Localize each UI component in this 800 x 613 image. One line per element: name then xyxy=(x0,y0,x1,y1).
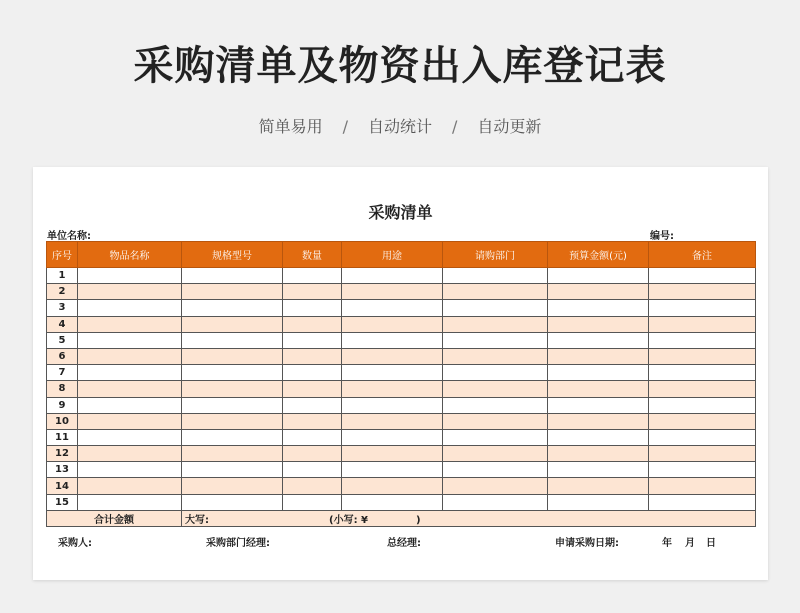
table-row xyxy=(47,413,756,429)
budget-cell[interactable] xyxy=(548,365,649,381)
remark-cell[interactable] xyxy=(649,494,756,510)
row-index: 4 xyxy=(47,316,78,332)
table-row xyxy=(47,348,756,364)
dept-cell[interactable] xyxy=(443,446,548,462)
spec-cell[interactable] xyxy=(182,332,283,348)
quantity-cell[interactable] xyxy=(283,300,342,316)
table-row xyxy=(47,300,756,316)
spec-cell[interactable] xyxy=(182,413,283,429)
budget-cell[interactable] xyxy=(548,446,649,462)
meta-row xyxy=(47,227,754,241)
tag-auto-stats: 自动统计 xyxy=(367,117,432,136)
general-manager-label: 总经理: xyxy=(387,538,421,549)
page-title: 采购清单及物资出入库登记表 xyxy=(133,43,667,89)
budget-cell[interactable] xyxy=(548,332,649,348)
tag-separator: / xyxy=(342,117,348,136)
budget-cell[interactable] xyxy=(548,429,649,445)
purchase-sheet xyxy=(33,167,768,580)
quantity-cell[interactable] xyxy=(283,413,342,429)
budget-cell[interactable] xyxy=(548,300,649,316)
dept-cell[interactable] xyxy=(443,300,548,316)
row-index: 12 xyxy=(47,446,78,462)
col-header-index: 序号 xyxy=(47,242,78,268)
dept-cell[interactable] xyxy=(443,462,548,478)
dept-cell[interactable] xyxy=(443,268,548,284)
table-header-row xyxy=(47,242,756,268)
spec-cell[interactable] xyxy=(182,494,283,510)
item-name-cell[interactable] xyxy=(78,397,182,413)
table-row xyxy=(47,332,756,348)
item-name-cell[interactable] xyxy=(78,316,182,332)
unit-name-label: 单位名称: xyxy=(47,231,91,242)
quantity-cell[interactable] xyxy=(283,429,342,445)
col-header-spec: 规格型号 xyxy=(182,242,283,268)
row-index: 9 xyxy=(47,397,78,413)
quantity-cell[interactable] xyxy=(283,284,342,300)
dept-cell[interactable] xyxy=(443,284,548,300)
dept-cell[interactable] xyxy=(443,348,548,364)
row-index: 2 xyxy=(47,284,78,300)
item-name-cell[interactable] xyxy=(78,348,182,364)
purpose-cell[interactable] xyxy=(342,381,443,397)
small-label: (小写: ¥ xyxy=(329,514,369,526)
dept-cell[interactable] xyxy=(443,381,548,397)
item-name-cell[interactable] xyxy=(78,381,182,397)
quantity-cell[interactable] xyxy=(283,316,342,332)
col-header-item-name: 物品名称 xyxy=(78,242,182,268)
spec-cell[interactable] xyxy=(182,429,283,445)
row-index: 3 xyxy=(47,300,78,316)
capital-label: 大写: xyxy=(185,514,209,526)
purpose-cell[interactable] xyxy=(342,268,443,284)
quantity-cell[interactable] xyxy=(283,381,342,397)
budget-cell[interactable] xyxy=(548,462,649,478)
quantity-cell[interactable] xyxy=(283,332,342,348)
item-name-cell[interactable] xyxy=(78,494,182,510)
date-label: 申请采购日期: xyxy=(555,538,619,549)
item-name-cell[interactable] xyxy=(78,429,182,445)
row-index: 7 xyxy=(47,365,78,381)
spec-cell[interactable] xyxy=(182,446,283,462)
tag-easy: 简单易用 xyxy=(258,117,323,136)
row-index: 11 xyxy=(47,429,78,445)
row-index: 14 xyxy=(47,478,78,494)
purpose-cell[interactable] xyxy=(342,429,443,445)
item-name-cell[interactable] xyxy=(78,478,182,494)
item-name-cell[interactable] xyxy=(78,413,182,429)
dept-cell[interactable] xyxy=(443,316,548,332)
row-index: 15 xyxy=(47,494,78,510)
quantity-cell[interactable] xyxy=(283,348,342,364)
dept-cell[interactable] xyxy=(443,397,548,413)
purpose-cell[interactable] xyxy=(342,365,443,381)
row-index: 6 xyxy=(47,348,78,364)
table-row xyxy=(47,365,756,381)
buyer-label: 采购人: xyxy=(58,538,92,549)
dept-cell[interactable] xyxy=(443,365,548,381)
table-row xyxy=(47,316,756,332)
remark-cell[interactable] xyxy=(649,365,756,381)
row-index: 8 xyxy=(47,381,78,397)
item-name-cell[interactable] xyxy=(78,332,182,348)
row-index: 10 xyxy=(47,413,78,429)
item-name-cell[interactable] xyxy=(78,462,182,478)
remark-cell[interactable] xyxy=(649,300,756,316)
remark-cell[interactable] xyxy=(649,478,756,494)
table-row xyxy=(47,494,756,510)
table-row xyxy=(47,397,756,413)
quantity-cell[interactable] xyxy=(283,268,342,284)
quantity-cell[interactable] xyxy=(283,365,342,381)
total-amount-cell[interactable] xyxy=(182,510,756,526)
purpose-cell[interactable] xyxy=(342,300,443,316)
table-row xyxy=(47,429,756,445)
purpose-cell[interactable] xyxy=(342,478,443,494)
col-header-dept: 请购部门 xyxy=(443,242,548,268)
row-index: 1 xyxy=(47,268,78,284)
budget-cell[interactable] xyxy=(548,478,649,494)
spec-cell[interactable] xyxy=(182,300,283,316)
item-name-cell[interactable] xyxy=(78,300,182,316)
remark-cell[interactable] xyxy=(649,429,756,445)
purpose-cell[interactable] xyxy=(342,284,443,300)
total-row xyxy=(47,510,756,526)
sheet-title: 采购清单 xyxy=(368,203,433,222)
purpose-cell[interactable] xyxy=(342,413,443,429)
month-label: 月 xyxy=(685,538,695,549)
item-name-cell[interactable] xyxy=(78,284,182,300)
budget-cell[interactable] xyxy=(548,381,649,397)
remark-cell[interactable] xyxy=(649,348,756,364)
purpose-cell[interactable] xyxy=(342,397,443,413)
table-row xyxy=(47,462,756,478)
signature-row xyxy=(33,534,768,548)
spec-cell[interactable] xyxy=(182,381,283,397)
budget-cell[interactable] xyxy=(548,316,649,332)
item-name-cell[interactable] xyxy=(78,446,182,462)
feature-tags xyxy=(0,114,800,137)
day-label: 日 xyxy=(706,538,716,549)
purpose-cell[interactable] xyxy=(342,446,443,462)
quantity-cell[interactable] xyxy=(283,462,342,478)
purpose-cell[interactable] xyxy=(342,316,443,332)
dept-cell[interactable] xyxy=(443,494,548,510)
remark-cell[interactable] xyxy=(649,381,756,397)
spec-cell[interactable] xyxy=(182,478,283,494)
year-label: 年 xyxy=(662,538,672,549)
spec-cell[interactable] xyxy=(182,462,283,478)
dept-cell[interactable] xyxy=(443,332,548,348)
budget-cell[interactable] xyxy=(548,397,649,413)
item-name-cell[interactable] xyxy=(78,365,182,381)
spec-cell[interactable] xyxy=(182,348,283,364)
row-index: 13 xyxy=(47,462,78,478)
remark-cell[interactable] xyxy=(649,332,756,348)
remark-cell[interactable] xyxy=(649,268,756,284)
col-header-quantity: 数量 xyxy=(283,242,342,268)
dept-manager-label: 采购部门经理: xyxy=(206,538,270,549)
table-row xyxy=(47,381,756,397)
tag-auto-update: 自动更新 xyxy=(477,117,542,136)
col-header-remark: 备注 xyxy=(649,242,756,268)
code-label: 编号: xyxy=(650,231,674,242)
quantity-cell[interactable] xyxy=(283,478,342,494)
spec-cell[interactable] xyxy=(182,268,283,284)
dept-cell[interactable] xyxy=(443,413,548,429)
remark-cell[interactable] xyxy=(649,284,756,300)
budget-cell[interactable] xyxy=(548,494,649,510)
remark-cell[interactable] xyxy=(649,462,756,478)
budget-cell[interactable] xyxy=(548,348,649,364)
quantity-cell[interactable] xyxy=(283,446,342,462)
remark-cell[interactable] xyxy=(649,446,756,462)
total-label: 合计金额 xyxy=(47,510,182,526)
quantity-cell[interactable] xyxy=(283,397,342,413)
purpose-cell[interactable] xyxy=(342,348,443,364)
purpose-cell[interactable] xyxy=(342,332,443,348)
spec-cell[interactable] xyxy=(182,284,283,300)
col-header-budget: 预算金额(元) xyxy=(548,242,649,268)
budget-cell[interactable] xyxy=(548,413,649,429)
tag-separator: / xyxy=(452,117,458,136)
remark-cell[interactable] xyxy=(649,316,756,332)
purpose-cell[interactable] xyxy=(342,462,443,478)
item-name-cell[interactable] xyxy=(78,268,182,284)
spec-cell[interactable] xyxy=(182,316,283,332)
table-row xyxy=(47,268,756,284)
small-close: ) xyxy=(416,514,421,526)
purpose-cell[interactable] xyxy=(342,494,443,510)
col-header-purpose: 用途 xyxy=(342,242,443,268)
dept-cell[interactable] xyxy=(443,478,548,494)
table-row xyxy=(47,478,756,494)
table-row xyxy=(47,446,756,462)
dept-cell[interactable] xyxy=(443,429,548,445)
row-index: 5 xyxy=(47,332,78,348)
quantity-cell[interactable] xyxy=(283,494,342,510)
spec-cell[interactable] xyxy=(182,365,283,381)
budget-cell[interactable] xyxy=(548,268,649,284)
table-row xyxy=(47,284,756,300)
remark-cell[interactable] xyxy=(649,397,756,413)
remark-cell[interactable] xyxy=(649,413,756,429)
budget-cell[interactable] xyxy=(548,284,649,300)
spec-cell[interactable] xyxy=(182,397,283,413)
purchase-table xyxy=(46,241,756,527)
